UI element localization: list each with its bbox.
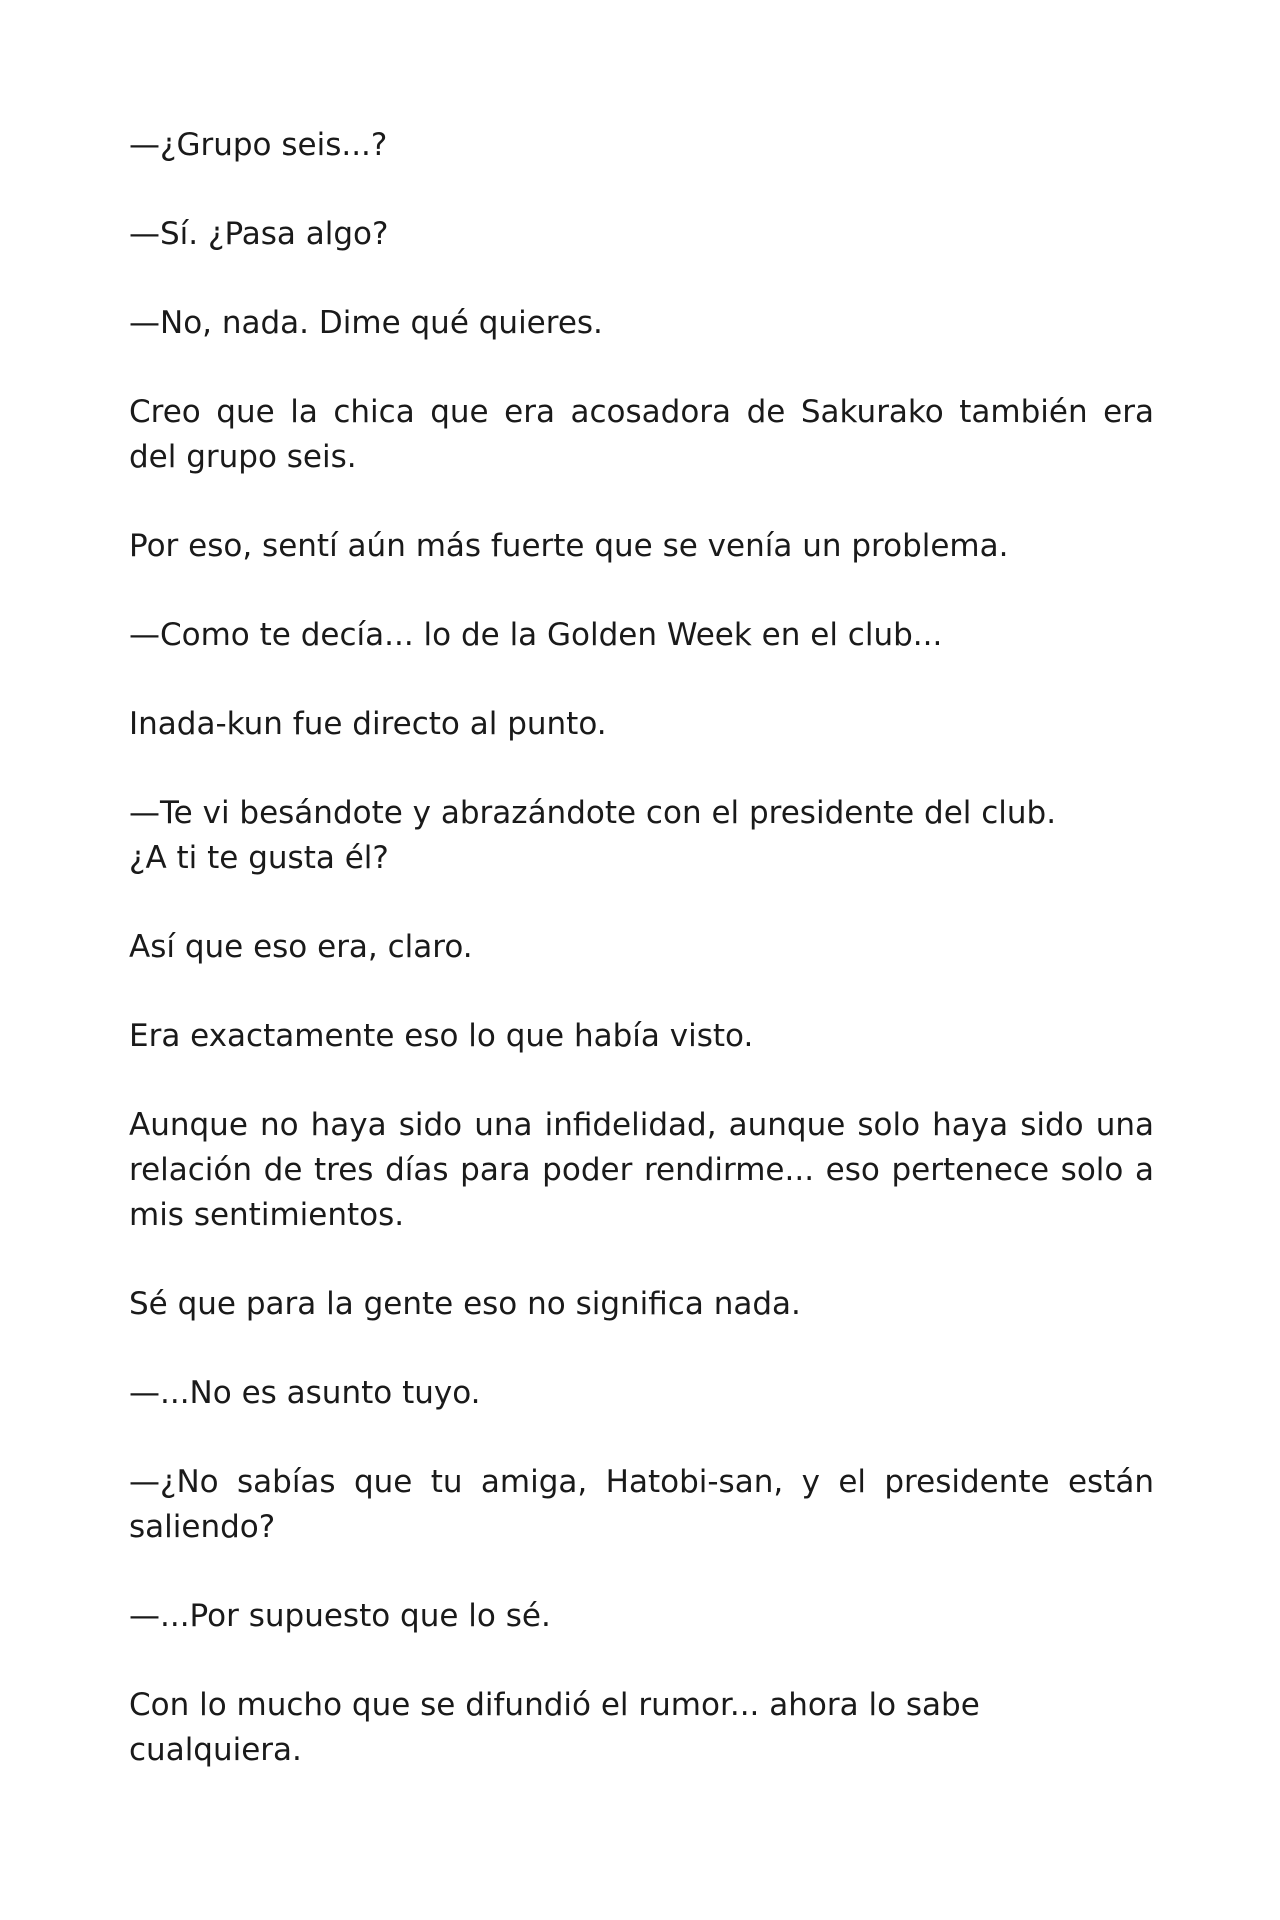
paragraph-10: Era exactamente eso lo que había visto. [129, 1018, 754, 1054]
paragraph-8-line-1: —Te vi besándote y abrazándote con el presidente del club. [129, 795, 1057, 831]
paragraph-16: Con lo mucho que se difundió el rumor... ahora lo sabe cualquiera. [129, 1687, 980, 1768]
page-text-body [129, 123, 1154, 1817]
paragraph-13: —...No es asunto tuyo. [129, 1375, 481, 1411]
paragraph-5: Por eso, sentí aún más fuerte que se venía un problema. [129, 528, 1009, 564]
paragraph-8-line-2: ¿A ti te gusta él? [129, 840, 389, 876]
paragraph-9: Así que eso era, claro. [129, 929, 473, 965]
paragraph-1: —¿Grupo seis...? [129, 127, 388, 163]
paragraph-6: —Como te decía... lo de la Golden Week en el club... [129, 617, 943, 653]
paragraph-3: —No, nada. Dime qué quieres. [129, 305, 603, 341]
paragraph-15: —...Por supuesto que lo sé. [129, 1598, 551, 1634]
paragraph-4: Creo que la chica que era acosadora de Sakurako también era del grupo seis. [129, 394, 1154, 475]
paragraph-11: Aunque no haya sido una infidelidad, aunque solo haya sido una relación de tres días para poder rendirme... eso pertenece solo a mis sentimientos. [129, 1107, 1154, 1233]
paragraph-12: Sé que para la gente eso no significa nada. [129, 1286, 801, 1322]
paragraph-2: —Sí. ¿Pasa algo? [129, 216, 389, 252]
paragraph-14: —¿No sabías que tu amiga, Hatobi-san, y el presidente están saliendo? [129, 1464, 1154, 1545]
paragraph-8 [129, 791, 1154, 881]
paragraph-7: Inada-kun fue directo al punto. [129, 706, 607, 742]
